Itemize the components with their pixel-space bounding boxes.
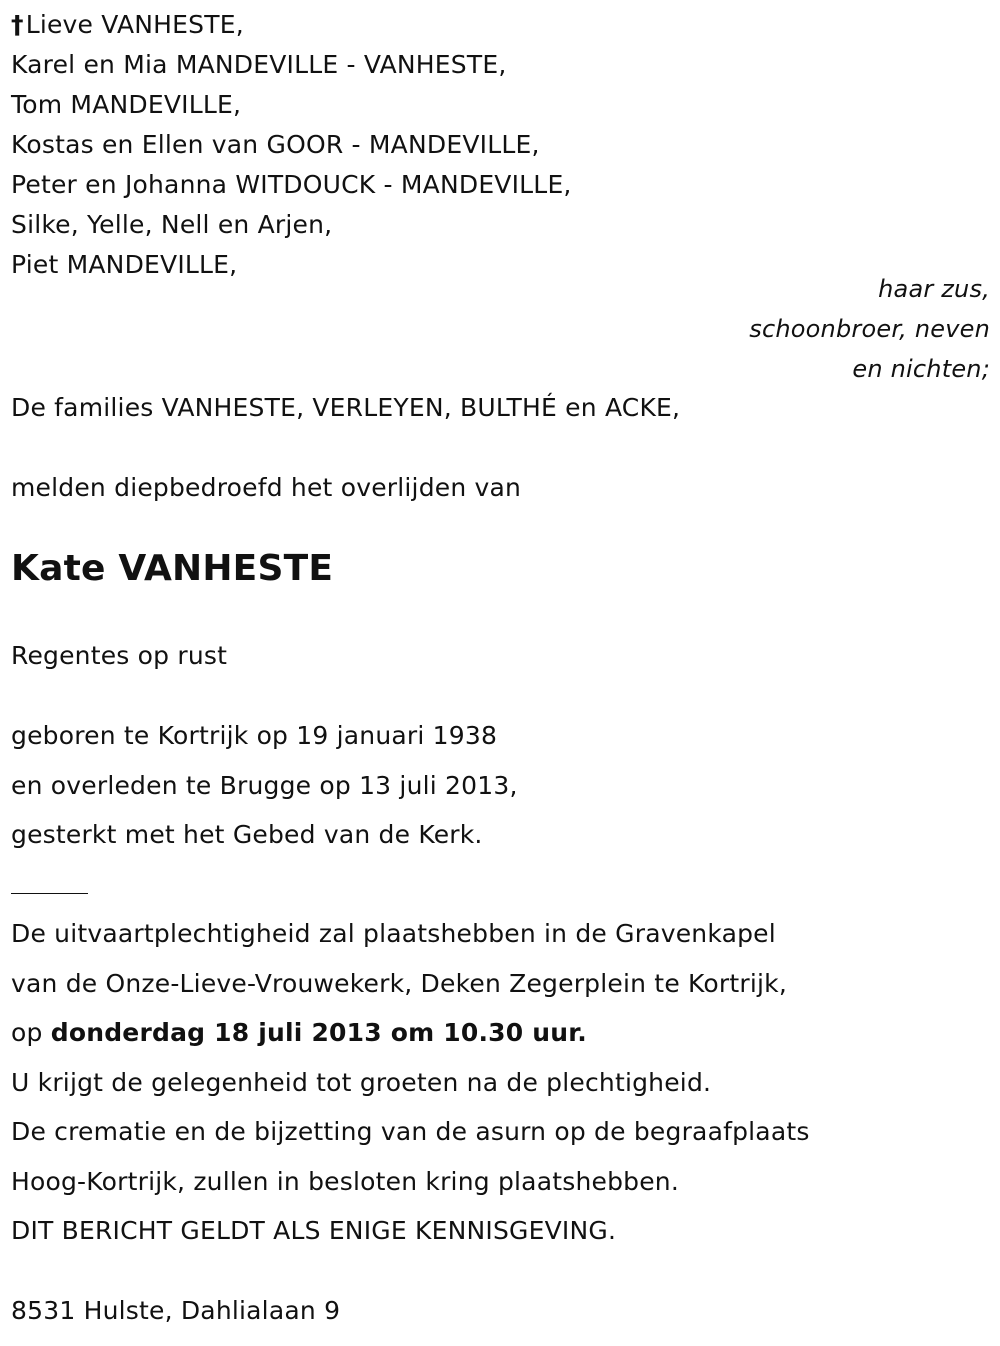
death-line: en overleden te Brugge op 13 juli 2013, bbox=[11, 771, 518, 800]
cremation-line-1: De crematie en de bijzetting van de asurn op de begraafplaats bbox=[11, 1117, 810, 1146]
family-line-5: Peter en Johanna WITDOUCK - MANDEVILLE, bbox=[11, 170, 572, 199]
address-line: 8531 Hulste, Dahlialaan 9 bbox=[11, 1296, 341, 1325]
sacrament-line: gesterkt met het Gebed van de Kerk. bbox=[11, 820, 483, 849]
family-line-6: Silke, Yelle, Nell en Arjen, bbox=[11, 210, 333, 239]
divider bbox=[11, 893, 88, 894]
date-prefix: op bbox=[11, 1018, 43, 1047]
families-line: De families VANHESTE, VERLEYEN, BULTHÉ en ACKE, bbox=[11, 393, 681, 422]
ceremony-date-line bbox=[11, 1018, 587, 1048]
cross-icon: † bbox=[11, 10, 24, 39]
notice-line: DIT BERICHT GELDT ALS ENIGE KENNISGEVING. bbox=[11, 1216, 617, 1245]
announcement: melden diepbedroefd het overlijden van bbox=[11, 473, 522, 502]
ceremony-date: donderdag 18 juli 2013 om 10.30 uur. bbox=[50, 1018, 587, 1047]
greeting-line: U krijgt de gelegenheid tot groeten na de plechtigheid. bbox=[11, 1068, 712, 1097]
cremation-line-2: Hoog-Kortrijk, zullen in besloten kring plaatshebben. bbox=[11, 1167, 679, 1196]
ceremony-line-2: van de Onze-Lieve-Vrouwekerk, Deken Zegerplein te Kortrijk, bbox=[11, 969, 787, 998]
family-line-1 bbox=[11, 10, 244, 40]
relation-line-1: haar zus, bbox=[878, 275, 990, 303]
family-member: Lieve VANHESTE, bbox=[25, 10, 244, 39]
deceased-name: Kate VANHESTE bbox=[11, 548, 334, 589]
family-line-2: Karel en Mia MANDEVILLE - VANHESTE, bbox=[11, 50, 507, 79]
birth-line: geboren te Kortrijk op 19 januari 1938 bbox=[11, 721, 498, 750]
family-line-4: Kostas en Ellen van GOOR - MANDEVILLE, bbox=[11, 130, 540, 159]
deceased-title: Regentes op rust bbox=[11, 641, 228, 670]
family-line-3: Tom MANDEVILLE, bbox=[11, 90, 242, 119]
ceremony-line-1: De uitvaartplechtigheid zal plaatshebben in de Gravenkapel bbox=[11, 919, 776, 948]
relation-line-2: schoonbroer, neven bbox=[749, 315, 990, 343]
family-line-7: Piet MANDEVILLE, bbox=[11, 250, 238, 279]
relation-line-3: en nichten; bbox=[852, 355, 990, 383]
